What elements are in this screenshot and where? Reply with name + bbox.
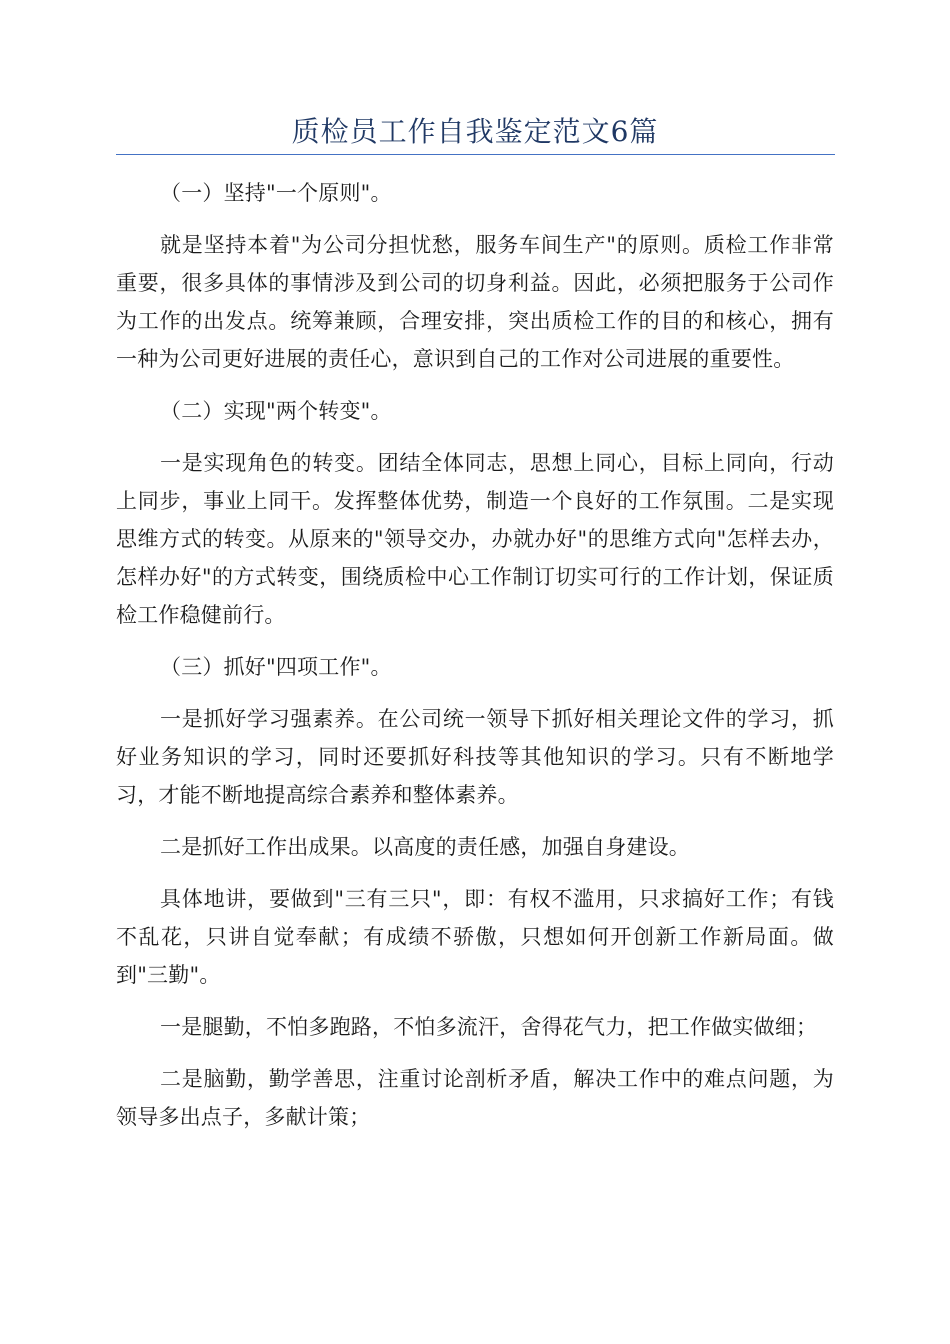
paragraph: 二是脑勤，勤学善思，注重讨论剖析矛盾，解决工作中的难点问题，为领导多出点子，多献计策； [116, 1067, 834, 1129]
paragraph: （三）抓好"四项工作"。 [160, 655, 392, 679]
paragraph: 二是抓好工作出成果。以高度的责任感，加强自身建设。 [160, 835, 690, 859]
paragraph: 具体地讲，要做到"三有三只"，即：有权不滥用，只求搞好工作；有钱不乱花，只讲自觉奉献；有成绩不骄傲，只想如何开创新工作新局面。做到"三勤"。 [116, 887, 834, 987]
paragraph: 一是抓好学习强素养。在公司统一领导下抓好相关理论文件的学习，抓好业务知识的学习，同时还要抓好科技等其他知识的学习。只有不断地学习，才能不断地提高综合素养和整体素养。 [116, 707, 834, 807]
paragraph: （一）坚持"一个原则"。 [160, 181, 392, 205]
paragraph: 一是腿勤，不怕多跑路，不怕多流汗，舍得花气力，把工作做实做细； [160, 1015, 818, 1039]
paragraph: （二）实现"两个转变"。 [160, 399, 392, 423]
document-title: 质检员工作自我鉴定范文6篇 [291, 115, 659, 148]
document-body [116, 174, 834, 1150]
paragraph: 一是实现角色的转变。团结全体同志，思想上同心，目标上同向，行动上同步，事业上同干。发挥整体优势，制造一个良好的工作氛围。二是实现思维方式的转变。从原来的"领导交办，办就办好"的思维方式向"怎样去办，怎样办好"的方式转变，围绕质检中心工作制订切实可行的工作计划，保证质检工作稳健前行。 [116, 451, 834, 627]
paragraph: 就是坚持本着"为公司分担忧愁，服务车间生产"的原则。质检工作非常重要，很多具体的事情涉及到公司的切身利益。因此，必须把服务于公司作为工作的出发点。统筹兼顾，合理安排，突出质检工作的目的和核心，拥有一种为公司更好进展的责任心，意识到自己的工作对公司进展的重要性。 [116, 233, 834, 371]
title-underline [116, 154, 835, 155]
